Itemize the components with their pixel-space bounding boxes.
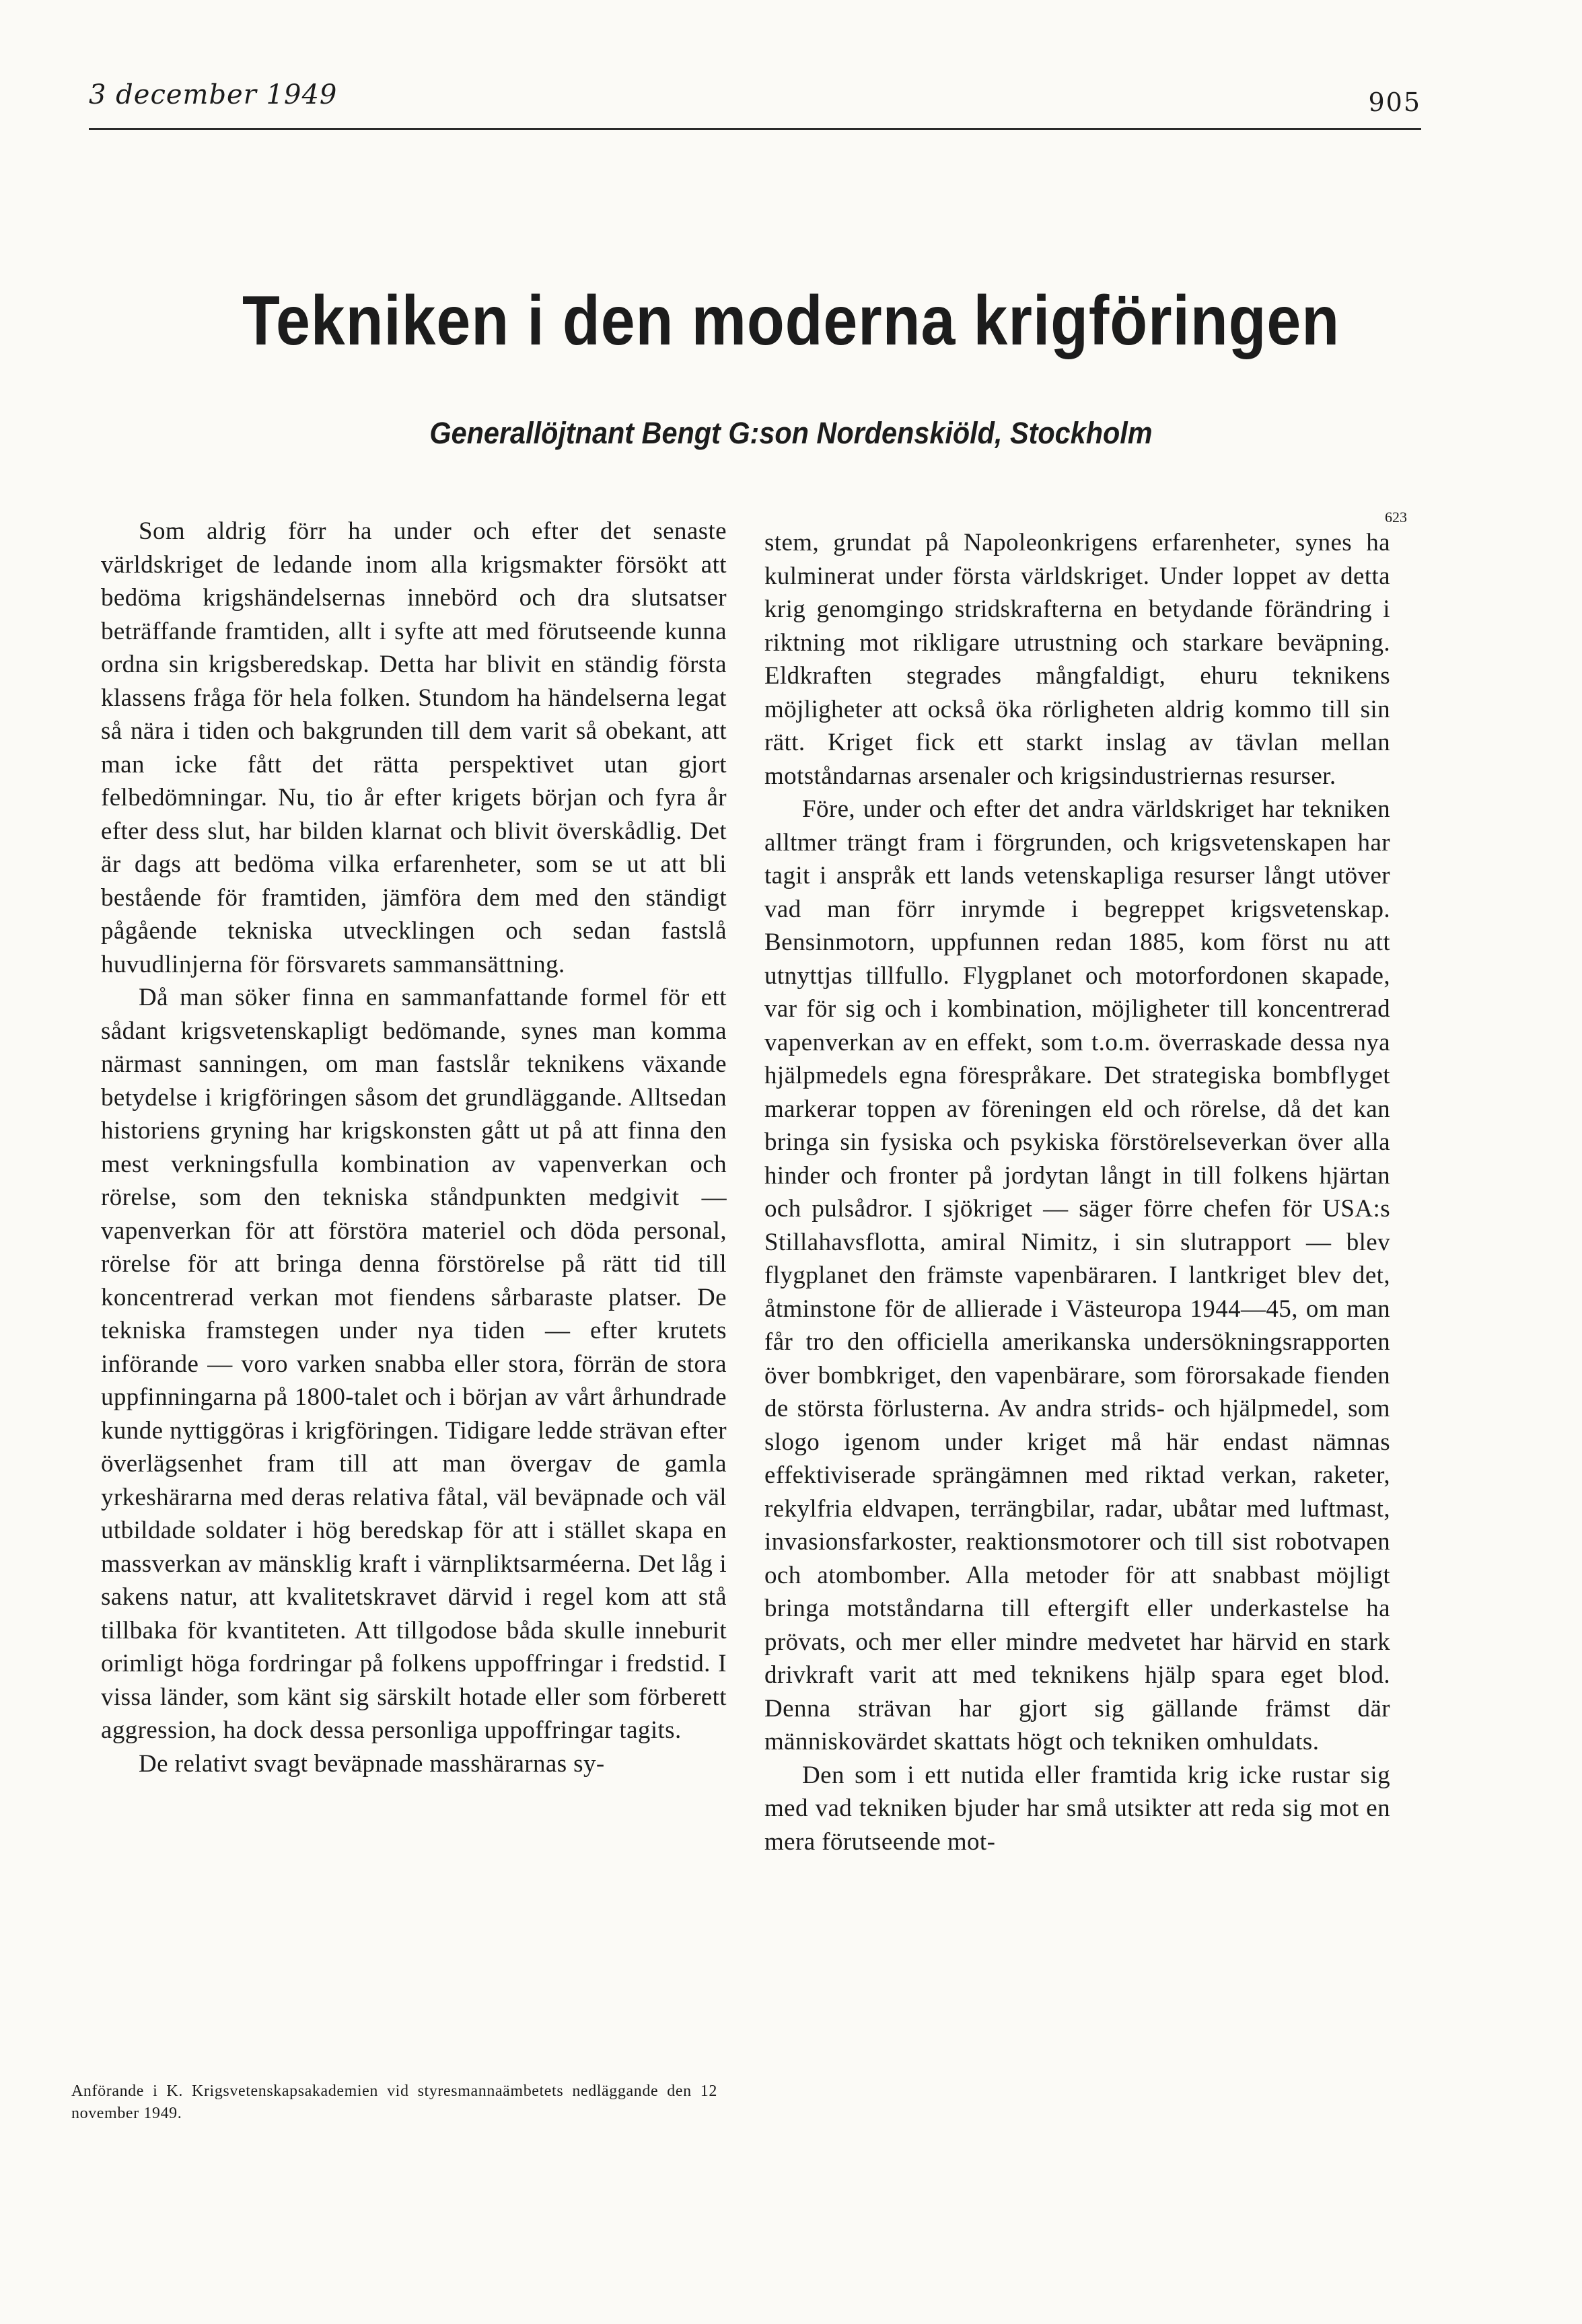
paragraph: De relativt svagt beväpnade masshärarnas sy- [139, 1749, 605, 1778]
paragraph: Som aldrig förr ha under och efter det senaste världskriget de ledande inom alla krigsmakter försökt att bedöma krigshändelsernas innebörd och dra slutsatser beträffande framtiden, allt i syfte att med förutseende kunna ordna sin krigsberedskap. Detta har blivit en ständig första klassens fråga för hela folken. Stundom ha händelserna legat så nära i tiden och bakgrunden till dem varit så obekant, att man icke fått det rätta perspektivet utan gjort felbedömningar. Nu, tio år efter krigets början och fyra år efter dess slut, har bilden klarnat och blivit överskådlig. Det är dags att bedöma vilka erfarenheter, som se ut att bli bestående för framtiden, jämföra dem med den ständigt pågående tekniska utvecklingen och sedan fastslå huvudlinjerna för försvarets sammansättning. [101, 517, 727, 978]
issue-date: 3 december 1949 [89, 79, 338, 110]
marginal-reference-number: 623 [1385, 509, 1407, 525]
article-title: Tekniken i den moderna krigföringen [242, 282, 1340, 360]
paragraph: Den som i ett nutida eller framtida krig icke rustar sig med vad tekniken bjuder har små utsikter att reda sig mot en mera förutseende mot- [764, 1761, 1390, 1856]
article-author: Generallöjtnant Bengt G:son Nordenskiöld, Stockholm [429, 416, 1153, 450]
page-number: 905 [1368, 87, 1421, 117]
left-column [101, 515, 727, 1780]
running-head [89, 73, 1421, 130]
paragraph-continued: stem, grundat på Napoleonkrigens erfarenheter, synes ha kulminerat under första världskriget. Under loppet av detta krig genomgingo stridskrafterna en betydande förändring i riktning mot rikligare utrustning och starkare beväpning. Eldkraften stegrades mångfaldigt, ehuru teknikens möjligheter att också öka rörligheten aldrig kommo till sin rätt. Kriget fick ett starkt inslag av tävlan mellan motståndarnas arsenaler och krigsindustriernas resurser. [764, 529, 1390, 790]
paragraph: Före, under och efter det andra världskriget har tekniken alltmer trängt fram i förgrunden, och krigsvetenskapen har tagit i anspråk ett lands vetenskapliga resurser långt utöver vad man förr inrymde i begreppet krigsvetenskap. Bensinmotorn, uppfunnen redan 1885, kom först nu att utnyttjas tillfullo. Flygplanet och motorfordonen skapade, var för sig och i kombination, möjligheter till koncentrerad vapenverkan av en effekt, som t.o.m. överraskade dessa nya hjälpmedels egna förespråkare. Det strategiska bombflyget markerar toppen av föreningen eld och rörelse, då det kan bringa sin fysiska och psykiska förstörelseverkan över alla hinder och fronter på jordytan långt in till folkens hjärtan och pulsådror. I sjökriget — säger förre chefen för USA:s Stillahavsflotta, amiral Nimitz, i sin slutrapport — blev flygplanet den främste vapenbäraren. I lantkriget blev det, åtminstone för de allierade i Västeuropa 1944—45, om man får tro den officiella amerikanska undersökningsrapporten över bombkriget, den vapenbärare, som förorsakade fienden de största förlusterna. Av andra strids- och hjälpmedel, som slogo igenom under kriget må här endast nämnas effektiviserade sprängämnen med riktad verkan, raketer, rekylfria eldvapen, terrängbilar, radar, ubåtar med luftmast, invasionsfarkoster, reaktionsmotorer och till sist robotvapen och atombomber. Alla metoder för att snabbast möjligt bringa motståndarna till eftergift eller underkastelse ha prövats, och mer eller mindre medvetet har härvid en stark drivkraft varit att med teknikens hjälp spara eget blod. Denna strävan har gjort sig gällande främst där människovärdet skattats högt och tekniken omhuldats. [764, 795, 1390, 1755]
right-column [764, 526, 1390, 1858]
footnote: Anförande i K. Krigsvetenskapsakademien vid styresmannaämbetets nedläggande den 12 november 1949. [71, 2082, 717, 2122]
paragraph: Då man söker finna en sammanfattande formel för ett sådant krigsvetenskapligt bedömande, synes man komma närmast sanningen, om man fastslår teknikens växande betydelse i krigföringen såsom det grundläggande. Alltsedan historiens gryning har krigskonsten gått ut på att finna den mest verkningsfulla kombination av vapenverkan och rörelse, som den tekniska ståndpunkten medgivit — vapenverkan för att förstöra materiel och döda personal, rörelse för att bringa denna förstörelse på rätt tid till koncentrerad verkan mot fiendens sårbaraste platser. De tekniska framstegen under nya tiden — efter krutets införande — voro varken snabba eller stora, förrän de stora uppfinningarna på 1800-talet och i början av vårt århundrade kunde nyttiggöras i krigföringen. Tidigare ledde strävan efter överlägsenhet fram till att man övergav de gamla yrkeshärarna med deras relativa fåtal, väl beväpnade och väl utbildade soldater i hög beredskap för att i stället skapa en massverkan av mänsklig kraft i värnpliktsarméerna. Det låg i sakens natur, att kvalitetskravet därvid i regel kom att stå tillbaka för kvantiteten. Att tillgodose båda skulle inneburit orimligt höga fordringar på folkens uppoffringar i fredstid. I vissa länder, som känt sig särskilt hotade eller som förberett aggression, ha dock dessa personliga uppoffringar tagits. [101, 984, 727, 1744]
